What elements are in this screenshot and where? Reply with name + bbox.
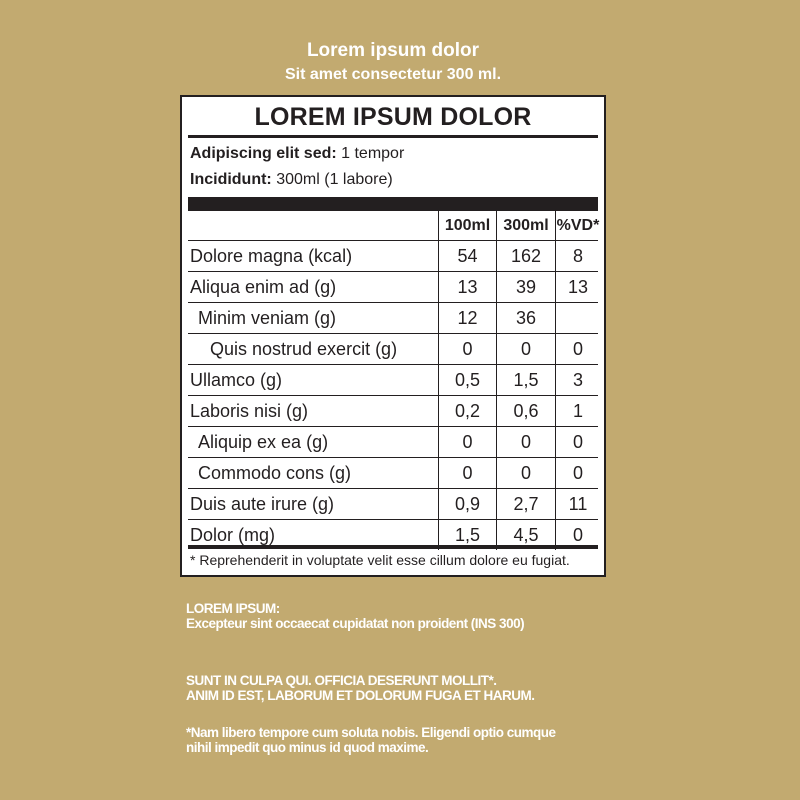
table-row — [188, 488, 598, 519]
nutrient-label: Quis nostrud exercit (g) — [210, 339, 398, 359]
value-per-300ml: 36 — [496, 303, 555, 333]
ingredients-section — [186, 601, 686, 631]
nutrient-label: Commodo cons (g) — [198, 463, 352, 483]
serving-size-value: 300ml (1 labore) — [271, 171, 393, 188]
value-per-100ml: 0 — [438, 458, 496, 488]
table-header-row — [188, 211, 598, 240]
value-per-300ml: 4,5 — [496, 520, 555, 550]
serving-divider-band — [188, 197, 598, 211]
value-per-100ml: 0,5 — [438, 365, 496, 395]
nutrient-label: Laboris nisi (g) — [190, 401, 309, 421]
daily-value-footnote: * Reprehenderit in voluptate velit esse cillum dolore eu fugiat. — [190, 552, 570, 568]
column-header-daily-value: %VD* — [555, 211, 600, 240]
ingredients-heading: LOREM IPSUM: — [186, 601, 280, 616]
disclaimer-line-1: *Nam libero tempore cum soluta nobis. Eligendi optio cumque — [186, 725, 556, 740]
value-per-100ml: 0,9 — [438, 489, 496, 519]
table-row — [188, 271, 598, 302]
column-header-300ml: 300ml — [496, 211, 555, 240]
value-per-300ml: 0 — [496, 458, 555, 488]
table-bottom-divider — [188, 545, 598, 549]
nutrient-label: Aliquip ex ea (g) — [198, 432, 329, 452]
daily-value-percent: 1 — [555, 396, 600, 426]
claims-line-1: SUNT IN CULPA QUI. OFFICIA DESERUNT MOLLIT*. — [186, 673, 497, 688]
daily-value-percent: 8 — [555, 241, 600, 271]
value-per-100ml: 0 — [438, 334, 496, 364]
value-per-100ml: 1,5 — [438, 520, 496, 550]
value-per-300ml: 2,7 — [496, 489, 555, 519]
header-blank-cell — [188, 211, 438, 240]
nutrient-label: Ullamco (g) — [190, 370, 283, 390]
product-claims — [186, 673, 686, 703]
claims-line-2: ANIM ID EST, LABORUM ET DOLORUM FUGA ET HARUM. — [186, 688, 535, 703]
servings-per-package-label: Adipiscing elit sed: — [190, 145, 337, 162]
table-row — [188, 395, 598, 426]
daily-value-percent — [555, 303, 600, 333]
nutrient-label: Minim veniam (g) — [198, 308, 337, 328]
daily-value-percent: 13 — [555, 272, 600, 302]
value-per-100ml: 13 — [438, 272, 496, 302]
daily-value-percent: 0 — [555, 427, 600, 457]
nutrient-label: Duis aute irure (g) — [190, 494, 335, 514]
nutrient-label: Dolor (mg) — [190, 525, 276, 545]
ingredients-text: Excepteur sint occaecat cupidatat non proident (INS 300) — [186, 616, 525, 631]
value-per-100ml: 0 — [438, 427, 496, 457]
sugar-disclaimer — [186, 725, 686, 755]
table-row — [188, 364, 598, 395]
nutrient-label: Dolore magna (kcal) — [190, 246, 353, 266]
daily-value-percent: 0 — [555, 458, 600, 488]
table-row — [188, 240, 598, 271]
table-row — [188, 457, 598, 488]
nutrition-facts-panel — [180, 95, 606, 577]
servings-per-package — [190, 143, 404, 165]
value-per-300ml: 162 — [496, 241, 555, 271]
value-per-300ml: 39 — [496, 272, 555, 302]
disclaimer-line-2: nihil impedit quo minus id quod maxime. — [186, 740, 429, 755]
nutrition-table — [188, 211, 598, 550]
value-per-100ml: 0,2 — [438, 396, 496, 426]
daily-value-percent: 11 — [555, 489, 600, 519]
value-per-100ml: 54 — [438, 241, 496, 271]
value-per-300ml: 0 — [496, 427, 555, 457]
heading-divider — [188, 135, 598, 138]
table-row — [188, 426, 598, 457]
serving-size — [190, 169, 393, 191]
serving-size-label: Incididunt: — [190, 171, 272, 188]
net-content: Sit amet consectetur 300 ml. — [284, 66, 502, 83]
table-row — [188, 333, 598, 364]
column-header-100ml: 100ml — [438, 211, 496, 240]
servings-per-package-value: 1 tempor — [336, 145, 405, 162]
value-per-300ml: 0,6 — [496, 396, 555, 426]
value-per-300ml: 1,5 — [496, 365, 555, 395]
table-row — [188, 302, 598, 333]
product-title: Lorem ipsum dolor — [306, 40, 480, 61]
daily-value-percent: 3 — [555, 365, 600, 395]
value-per-100ml: 12 — [438, 303, 496, 333]
value-per-300ml: 0 — [496, 334, 555, 364]
nutrient-label: Aliqua enim ad (g) — [190, 277, 337, 297]
nutrition-facts-heading: LOREM IPSUM DOLOR — [254, 103, 532, 131]
daily-value-percent: 0 — [555, 334, 600, 364]
daily-value-percent: 0 — [555, 520, 600, 550]
